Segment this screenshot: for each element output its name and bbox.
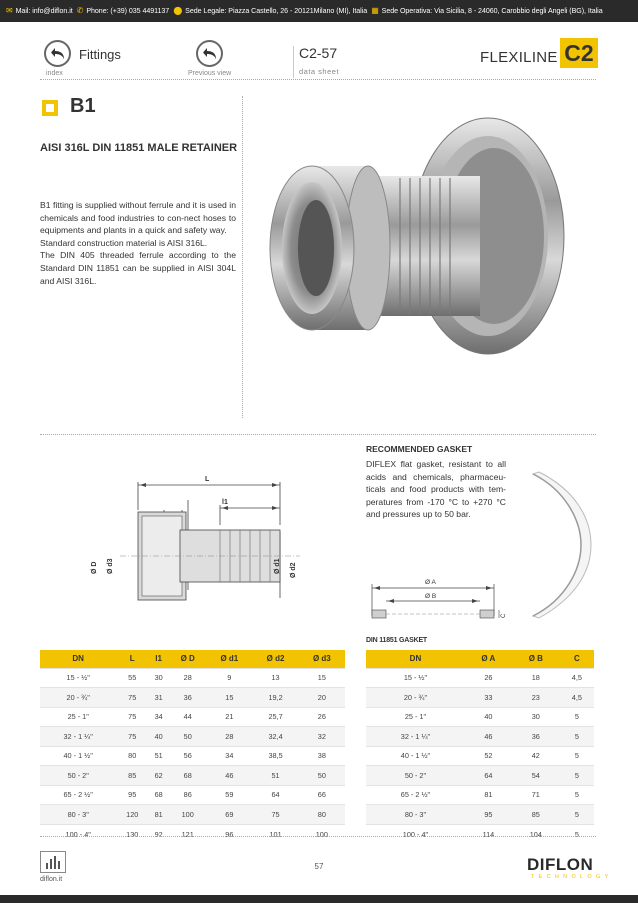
contact-mail[interactable]: Mail: info@diflon.it — [15, 7, 73, 15]
table-cell: 15 - ½" — [40, 668, 116, 688]
table-cell: 65 - 2 ½" — [40, 785, 116, 805]
table-cell: 75 — [252, 805, 298, 825]
diflon-logo: DIFLON — [527, 855, 594, 874]
table-cell: 104 — [512, 824, 560, 844]
location-icon: ⬤ — [171, 6, 183, 15]
header-divider — [293, 46, 294, 78]
table-cell: 15 — [299, 668, 345, 688]
col-header: L — [116, 650, 148, 668]
table-cell: 5 — [560, 805, 594, 825]
product-description — [40, 199, 236, 287]
table-cell: 100 — [169, 805, 206, 825]
dim-B: Ø B — [425, 593, 437, 600]
table-row — [40, 824, 345, 844]
table-cell: 100 - 4" — [40, 824, 116, 844]
table-row — [40, 727, 345, 747]
gasket-drawing — [368, 572, 508, 632]
table-cell: 71 — [512, 785, 560, 805]
table-cell: 20 - ¾" — [366, 688, 465, 708]
table-cell: 51 — [148, 746, 169, 766]
datasheet-label: data sheet — [299, 67, 340, 76]
table-cell: 28 — [169, 668, 206, 688]
table-cell: 75 — [116, 688, 148, 708]
table-cell: 75 — [116, 727, 148, 747]
dim-D: Ø D — [91, 561, 98, 574]
col-header: Ø d1 — [206, 650, 252, 668]
table-cell: 30 — [512, 707, 560, 727]
table-cell: 13 — [252, 668, 298, 688]
table-cell: 38,5 — [252, 746, 298, 766]
table-cell: 95 — [116, 785, 148, 805]
table-cell: 56 — [169, 746, 206, 766]
table-cell: 20 - ¾" — [40, 688, 116, 708]
factory-icon: ▦ — [369, 6, 379, 15]
logo-tagline: TECHNOLOGY — [531, 874, 613, 880]
dim-d1: Ø d1 — [274, 558, 281, 574]
table-row — [40, 766, 345, 786]
table-row — [40, 805, 345, 825]
table-cell: 26 — [465, 668, 512, 688]
table-cell: 52 — [465, 746, 512, 766]
table-cell: 25 - 1" — [366, 707, 465, 727]
table-cell: 5 — [560, 766, 594, 786]
index-label: index — [46, 70, 63, 77]
table-cell: 5 — [560, 707, 594, 727]
table-cell: 65 - 2 ½" — [366, 785, 465, 805]
table-cell: 15 - ½" — [366, 668, 465, 688]
table-cell: 40 - 1 ½" — [40, 746, 116, 766]
table-cell: 85 — [116, 766, 148, 786]
table-cell: 36 — [512, 727, 560, 747]
table-cell: 100 — [299, 824, 345, 844]
table-cell: 80 - 3" — [366, 805, 465, 825]
table-cell: 36 — [169, 688, 206, 708]
table-row — [366, 727, 594, 747]
dim-L: L — [205, 476, 210, 483]
gasket-title: RECOMMENDED GASKET — [366, 444, 473, 454]
table-cell: 31 — [148, 688, 169, 708]
table-row — [366, 805, 594, 825]
table-cell: 85 — [512, 805, 560, 825]
contact-phone: Phone: (+39) 035 4491137 — [86, 7, 170, 15]
footer-rule — [40, 836, 596, 837]
dim-d3: Ø d3 — [107, 558, 114, 574]
datasheet-code: C2-57 — [299, 45, 338, 61]
table-cell: 121 — [169, 824, 206, 844]
table-cell: 40 - 1 ½" — [366, 746, 465, 766]
table-cell: 5 — [560, 785, 594, 805]
table-cell: 44 — [169, 707, 206, 727]
table-cell: 40 — [465, 707, 512, 727]
dim-d2: Ø d2 — [290, 562, 297, 578]
table-cell: 51 — [252, 766, 298, 786]
table-cell: 19,2 — [252, 688, 298, 708]
col-header: Ø D — [169, 650, 206, 668]
table-cell: 96 — [206, 824, 252, 844]
table-cell: 95 — [465, 805, 512, 825]
table-cell: 120 — [116, 805, 148, 825]
website-link[interactable]: diflon.it — [40, 876, 63, 883]
description-paragraph: Standard construction material is AISI 316L. — [40, 237, 208, 248]
page-header — [0, 30, 638, 80]
table-row — [40, 746, 345, 766]
table-cell: 21 — [206, 707, 252, 727]
din-gasket-label: DIN 11851 GASKET — [366, 637, 427, 644]
table-cell: 66 — [299, 785, 345, 805]
table-cell: 33 — [465, 688, 512, 708]
fitting-dimensions-table — [40, 650, 345, 844]
table-cell: 75 — [116, 707, 148, 727]
col-header: Ø d3 — [299, 650, 345, 668]
dim-C: C — [501, 613, 507, 618]
index-button[interactable] — [44, 40, 71, 67]
table-row — [366, 824, 594, 844]
table-row — [366, 688, 594, 708]
table-cell: 25 - 1" — [40, 707, 116, 727]
table-cell: 80 — [299, 805, 345, 825]
product-line: FLEXILINE — [480, 49, 558, 66]
table-cell: 50 — [299, 766, 345, 786]
previous-view-button[interactable] — [196, 40, 223, 67]
product-marker-icon — [42, 100, 58, 116]
table-row — [366, 707, 594, 727]
col-header: Ø B — [512, 650, 560, 668]
table-cell: 55 — [116, 668, 148, 688]
table-cell: 34 — [206, 746, 252, 766]
gasket-photo — [525, 470, 595, 620]
table-cell: 5 — [560, 727, 594, 747]
mail-icon: ✉ — [6, 6, 13, 15]
table-cell: 5 — [560, 746, 594, 766]
col-header: DN — [40, 650, 116, 668]
table-row — [40, 688, 345, 708]
section-badge: C2 — [560, 38, 598, 68]
table-cell: 32 - 1 ¼" — [366, 727, 465, 747]
table-cell: 5 — [560, 824, 594, 844]
table-cell: 26 — [299, 707, 345, 727]
page-number: 57 — [314, 862, 324, 871]
table-cell: 34 — [148, 707, 169, 727]
table-cell: 50 — [169, 727, 206, 747]
dim-l1: l1 — [222, 499, 228, 506]
contact-legal-address: Sede Legale: Piazza Castello, 26 - 20121Milano (MI), Italia — [185, 7, 368, 15]
table-cell: 4,5 — [560, 688, 594, 708]
table-cell: 114 — [465, 824, 512, 844]
table-cell: 38 — [299, 746, 345, 766]
description-paragraph: The DIN 405 threaded ferrule according to the Standard DIN 11851 can be supplied in AISI 304L and AISI 316L. — [40, 250, 236, 286]
table-cell: 32 — [299, 727, 345, 747]
table-cell: 86 — [169, 785, 206, 805]
table-cell: 54 — [512, 766, 560, 786]
contact-operative-address: Sede Operativa: Via Sicilia, 8 - 24060, Carobbio degli Angeli (BG), Italia — [381, 7, 603, 15]
table-cell: 42 — [512, 746, 560, 766]
table-cell: 30 — [148, 668, 169, 688]
table-row — [366, 766, 594, 786]
table-cell: 130 — [116, 824, 148, 844]
table-row — [40, 668, 345, 688]
table-cell: 50 - 2" — [40, 766, 116, 786]
table-row — [366, 746, 594, 766]
back-arrow-icon — [202, 47, 218, 60]
table-cell: 25,7 — [252, 707, 298, 727]
table-cell: 9 — [206, 668, 252, 688]
phone-icon: ✆ — [74, 6, 84, 15]
table-row — [366, 785, 594, 805]
previous-view-label[interactable]: Previous view — [188, 70, 232, 77]
table-cell: 32,4 — [252, 727, 298, 747]
vertical-divider — [242, 96, 243, 418]
table-cell: 46 — [206, 766, 252, 786]
dim-A: Ø A — [425, 579, 436, 586]
header-rule — [40, 79, 596, 80]
technical-drawing — [80, 470, 310, 610]
table-cell: 81 — [465, 785, 512, 805]
table-cell: 81 — [148, 805, 169, 825]
table-row — [366, 668, 594, 688]
gasket-dimensions-table — [366, 650, 594, 844]
product-photo — [250, 96, 590, 426]
table-cell: 20 — [299, 688, 345, 708]
table-cell: 40 — [148, 727, 169, 747]
table-cell: 92 — [148, 824, 169, 844]
col-header: DN — [366, 650, 465, 668]
col-header: Ø d2 — [252, 650, 298, 668]
table-cell: 68 — [148, 785, 169, 805]
back-arrow-icon — [50, 47, 66, 60]
table-cell: 50 - 2" — [366, 766, 465, 786]
table-cell: 69 — [206, 805, 252, 825]
table-cell: 15 — [206, 688, 252, 708]
table-cell: 4,5 — [560, 668, 594, 688]
col-header: C — [560, 650, 594, 668]
index-title[interactable]: Fittings — [79, 47, 121, 62]
table-cell: 59 — [206, 785, 252, 805]
table-cell: 18 — [512, 668, 560, 688]
description-paragraph: B1 fitting is supplied without ferrule and it is used in chemicals and food industries to con-nect hoses to equipments and plants in a quick and safety way. — [40, 200, 236, 236]
table-cell: 80 - 3" — [40, 805, 116, 825]
table-cell: 100 - 4" — [366, 824, 465, 844]
gasket-description: DIFLEX flat gasket, resistant to all acids and chemicals, pharmaceu-ticals and food products with tem-peratures from -170 °C to +270 °C and pressures up to 50 bar. — [366, 459, 506, 520]
table-cell: 28 — [206, 727, 252, 747]
table-row — [40, 707, 345, 727]
table-cell: 64 — [252, 785, 298, 805]
table-cell: 80 — [116, 746, 148, 766]
contact-bar — [0, 0, 638, 22]
section-rule — [40, 434, 596, 435]
table-cell: 32 - 1 ¼" — [40, 727, 116, 747]
bottom-band — [0, 895, 638, 903]
col-header: l1 — [148, 650, 169, 668]
table-cell: 62 — [148, 766, 169, 786]
table-row — [40, 785, 345, 805]
table-cell: 64 — [465, 766, 512, 786]
col-header: Ø A — [465, 650, 512, 668]
product-code: B1 — [70, 95, 96, 117]
table-cell: 23 — [512, 688, 560, 708]
table-cell: 68 — [169, 766, 206, 786]
table-cell: 101 — [252, 824, 298, 844]
table-cell: 46 — [465, 727, 512, 747]
product-title: AISI 316L DIN 11851 MALE RETAINER — [40, 142, 238, 154]
